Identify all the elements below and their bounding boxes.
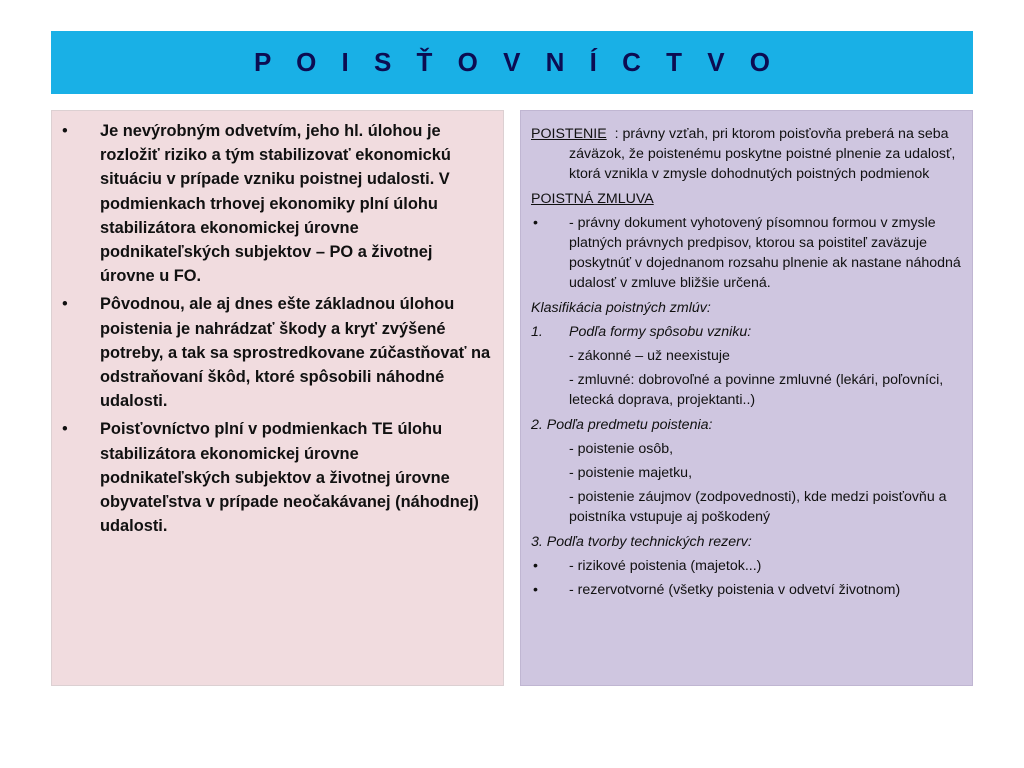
list-item <box>531 213 964 294</box>
list-item: - zákonné – už neexistuje <box>569 348 730 365</box>
left-bullet-list <box>52 111 503 538</box>
list-item: - poistenie osôb, <box>569 440 674 457</box>
zmluva-text: - právny dokument vyhotovený písomnou formou v zmysle platných právnych predpisov, ktorou sa poistiteľ zaväzuje poskytnúť v dojednanom rozsahu plnenie ak nastane náhodná udalosť v zmluve bližšie určená. <box>569 214 961 292</box>
list-item-text: Pôvodnou, ale aj dnes ešte základnou úlohou poistenia je nahrádzať škody a kryť zvýšené potreby, a tak sa sprostredkovane zúčastňovať na odstraňovaní škôd, ktoré spôsobili náhodné udalosti. <box>100 295 491 411</box>
poistenie-definition <box>531 124 964 185</box>
list-item-text: Poisťovníctvo plní v podmienkach TE úlohu stabilizátora ekonomickej úrovne podnikateľských subjektov a životnej úrovne obyvateľstva v prípade neočakávanej (náhodnej) udalosti. <box>100 420 479 536</box>
list-item-text: - rezervotvorné (všetky poistenia v odvetví životnom) <box>569 582 901 599</box>
group-2-title: 2. Podľa predmetu poistenia: <box>531 416 713 433</box>
bullet: • <box>62 122 68 140</box>
slide-title: P O I S Ť O V N Í C T V O <box>253 47 779 77</box>
group-1-title <box>531 322 964 342</box>
klasifikacia-heading: Klasifikácia poistných zmlúv: <box>531 299 711 316</box>
bullet: • <box>62 420 68 439</box>
list-item <box>531 556 964 576</box>
group-1-title-text: Podľa formy spôsobu vzniku: <box>569 323 752 340</box>
left-panel <box>51 110 504 686</box>
list-item: - poistenie majetku, <box>569 465 693 482</box>
bullet: • <box>533 557 538 574</box>
list-item-text: Je nevýrobným odvetvím, jeho hl. úlohou je rozložiť riziko a tým stabilizovať ekonomickú situáciu v prípade vzniku poistnej udalosti. V podmienkach trhovej ekonomiky plní úlohu stabilizátora ekonomickej úrovne podnikateľských subjektov – PO a životnej úrovne u FO. <box>100 122 451 286</box>
group-3-title: 3. Podľa tvorby technických rezerv: <box>531 533 752 550</box>
list-item <box>531 580 964 600</box>
poistenie-text: : právny vzťah, pri ktorom poisťovňa preberá na seba záväzok, že poistenému poskytne poistné plnenie za udalosť, ktorá vznikla v zmysle dohodnutých poistných podmienok <box>569 126 960 183</box>
poistenie-term: POISTENIE <box>531 126 607 142</box>
right-panel <box>520 110 973 686</box>
zmluva-heading: POISTNÁ ZMLUVA <box>531 190 654 207</box>
bullet: • <box>533 214 538 231</box>
list-item: - zmluvné: dobrovoľné a povinne zmluvné (lekári, poľovníci, letecká doprava, projektanti..) <box>569 372 944 409</box>
list-item: - poistenie záujmov (zodpovednosti), kde medzi poisťovňu a poistníka vstupuje aj poškodený <box>569 489 947 526</box>
list-item <box>52 417 491 538</box>
list-item <box>52 292 491 413</box>
group-1-number: 1. <box>531 323 543 340</box>
bullet: • <box>533 582 538 599</box>
list-item-text: - rizikové poistenia (majetok...) <box>569 557 762 574</box>
list-item <box>52 119 491 288</box>
bullet: • <box>62 295 68 314</box>
title-bar <box>51 31 973 94</box>
